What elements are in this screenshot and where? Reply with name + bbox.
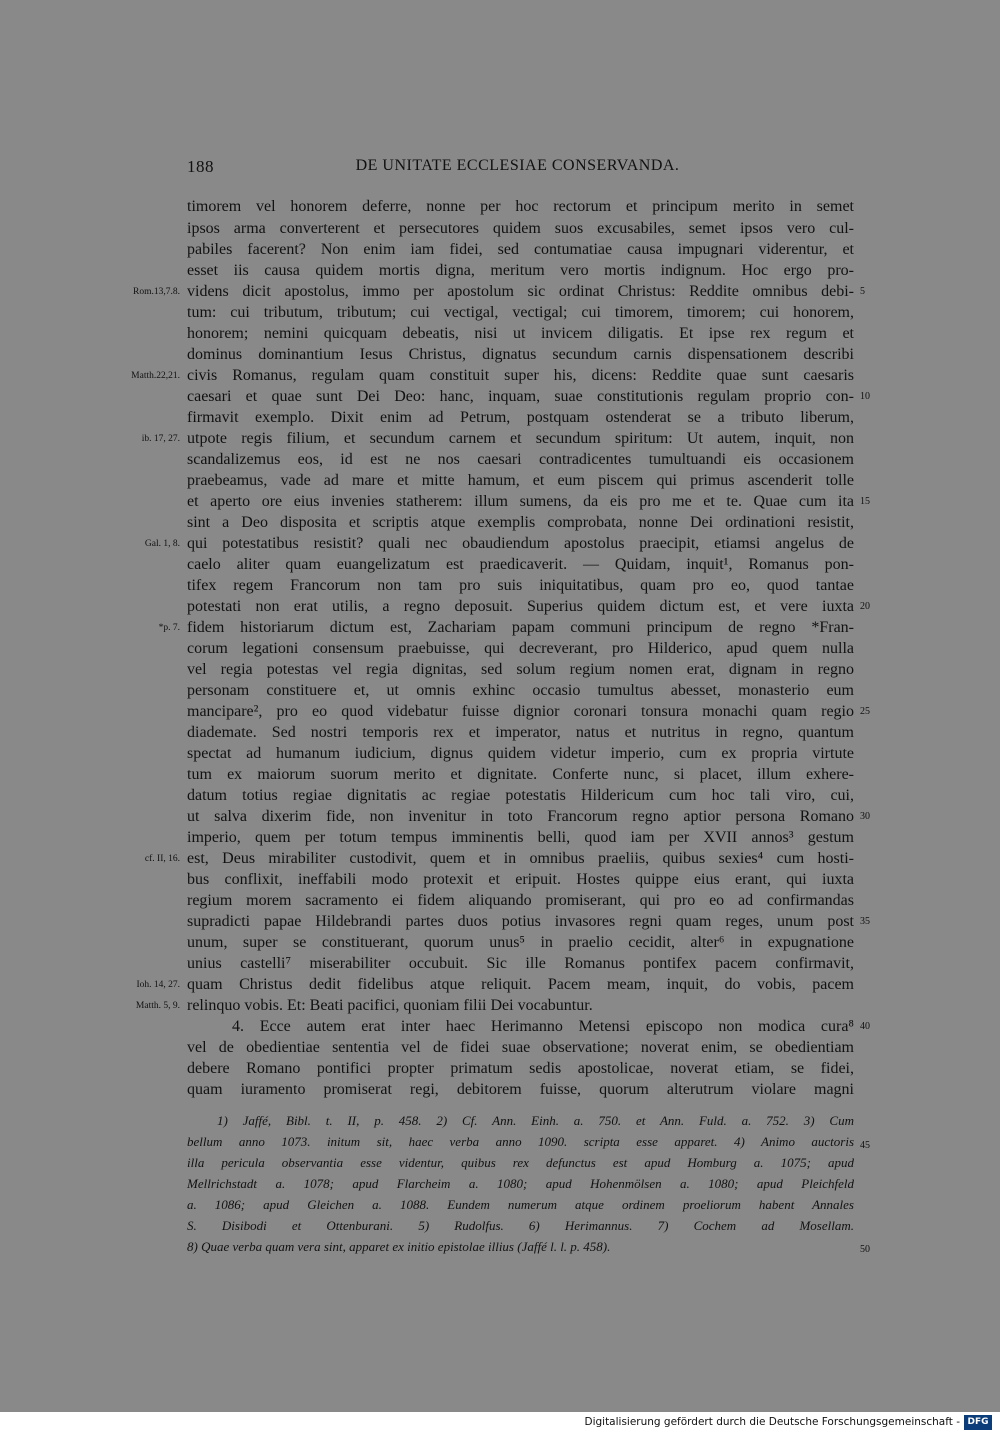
body-line: personam constituere et, ut omnis exhinc occasio tumultus abesset, monasterio eum (187, 682, 854, 699)
body-line: quam iuramento promiserat regi, debitorem fuisse, quorum alterutrum violare magni (187, 1081, 854, 1098)
dfg-logo: DFG (964, 1415, 992, 1430)
body-line: datum totius regiae dignitatis ac regiae potestatis Hildericum cum hoc tali viro, cui, (187, 787, 854, 804)
margin-reference: Rom.13,7.8. (133, 287, 180, 297)
body-line: quam Christus dedit fidelibus atque reliquit. Pacem meam, inquit, do vobis, pacem (187, 976, 854, 993)
margin-reference: cf. II, 16. (144, 854, 180, 864)
body-line: honorem; nemini quicquam debeatis, nisi ut invicem diligatis. Et ipse rex regum et (187, 325, 854, 342)
body-line: scandalizemus eos, id est ne nos caesari contradicentes tumultuandi eis occasionem (187, 451, 854, 468)
line-number: 10 (860, 391, 870, 402)
line-number: 25 (860, 706, 870, 717)
body-line: tum: cui tributum, tributum; cui vectigal, vectigal; cui timorem, timorem; cui honorem, (187, 304, 854, 321)
body-line: et aperto ore eius invenies statherem: illum sumens, da eis pro me et te. Quae cum ita (187, 493, 854, 510)
line-number: 45 (860, 1140, 870, 1151)
body-line: caelo aliter quam euangelizatum est praedicaverit. — Quidam, inquit¹, Romanus pon- (187, 556, 854, 573)
footnote-line: a. 1086; apud Gleichen a. 1088. Eundem numerum atque ordinem proeliorum habent Annales (187, 1197, 854, 1212)
margin-reference: Ioh. 14, 27. (136, 980, 180, 990)
body-line: videns dicit apostolus, immo per apostolum sic ordinat Christus: Reddite omnibus debi- (187, 283, 854, 300)
body-line: esset iis causa quidem mortis digna, meritum vero mortis indignum. Hoc ergo pro- (187, 262, 854, 279)
line-number: 5 (860, 286, 865, 297)
body-line: vel de obedientiae sententia vel de fidei suae observatione; noverat enim, se obedientiam (187, 1039, 854, 1056)
digitization-credit-bar (0, 1412, 1000, 1434)
body-line: debere Romano pontifici propter primatum sedis apostolicae, noverat etiam, se fidei, (187, 1060, 854, 1077)
body-line: imperio, quem per totum tempus imminentis belli, quod iam per XVII annos³ gestum (187, 829, 854, 846)
margin-reference: *p. 7. (158, 623, 180, 633)
body-line: potestati non erat utilis, a regno deposuit. Superius quidem dictum est, et vere iuxta (187, 598, 854, 615)
body-line: dominus dominantium Iesus Christus, dignatus secundum carnis dispensationem describi (187, 346, 854, 363)
line-number: 15 (860, 496, 870, 507)
body-line: corum legationi consensum praebuisse, qui decreverant, pro Hilderico, apud quem nulla (187, 640, 854, 657)
body-line: vel regia potestas vel regia dignitas, sed solum regium nomen erat, dignam in regno (187, 661, 854, 678)
body-line: ipsos arma converterent et persecutores quidem suos excusabiles, semet ipsos vero cul- (187, 220, 854, 237)
body-line: mancipare², pro eo quod videbatur fuisse dignior coronari tonsura monachi quam regio (187, 703, 854, 720)
page-number: 188 (187, 157, 214, 176)
body-line: est, Deus mirabiliter custodivit, quem et in omnibus praeliis, quibus sexies⁴ cum hosti- (187, 850, 854, 867)
line-number: 40 (860, 1021, 870, 1032)
body-line: fidem historiarum dictum est, Zachariam papam communi principum de regno *Fran- (187, 619, 854, 636)
body-line: supradicti papae Hildebrandi partes duos potius invasores regni quam reges, unum post (187, 913, 854, 930)
line-number: 35 (860, 916, 870, 927)
body-line: bus conflixit, ineffabili modo protexit et eripuit. Hostes quippe eius erant, qui iuxta (187, 871, 854, 888)
body-line: spectat ad humanum iudicium, dignus quidem videtur imperio, cum ex propria virtute (187, 745, 854, 762)
body-line: diademate. Sed nostri temporis rex et imperator, natus et nutritus in regno, quantum (187, 724, 854, 741)
margin-reference: Matth. 5, 9. (135, 1001, 180, 1011)
body-line: relinquo vobis. Et: Beati pacifici, quoniam filii Dei vocabuntur. (187, 997, 593, 1014)
line-number: 30 (860, 811, 870, 822)
body-line: utpote regis filium, et secundum carnem et secundum spiritum: Ut autem, inquit, non (187, 430, 854, 447)
footnote-line: 1) Jaffé, Bibl. t. II, p. 458. 2) Cf. Ann. Einh. a. 750. et Ann. Fuld. a. 752. 3) Cum (217, 1113, 854, 1128)
footnote-line: illa pericula observantia esse videntur, quibus rex defunctus est apud Homburg a. 1075; apud (187, 1155, 854, 1170)
body-line: pabiles facerent? Non enim iam fidei, sed contumatiae causa impugnari viderentur, et (187, 241, 854, 258)
footnote-line: bellum anno 1073. initum sit, haec verba anno 1090. scripta esse apparet. 4) Animo auctoris (187, 1134, 854, 1149)
body-line: tifex regem Francorum non tam pro suis iniquitatibus, quam pro eo, quod tantae (187, 577, 854, 594)
footnote-line: S. Disibodi et Ottenburani. 5) Rudolfus. 6) Herimannus. 7) Cochem ad Mosellam. (187, 1218, 854, 1233)
body-line: caesari et quae sunt Dei Deo: hanc, inquam, suae constitutionis regulam proprio con- (187, 388, 854, 405)
margin-reference: ib. 17, 27. (141, 434, 180, 444)
body-line: unum, super se constituerant, quorum unus⁵ in praelio cecidit, alter⁶ in expugnatione (187, 934, 854, 951)
line-number: 20 (860, 601, 870, 612)
body-line: sint a Deo disposita et scriptis atque exemplis comprobata, nonne Dei ordinationi resistit, (187, 514, 854, 531)
body-line: regium morem sacramento ei fidem aliquando promiserant, qui pro eo ad confirmandas (187, 892, 854, 909)
body-line: qui potestatibus resistit? quali nec obaudiendum apostolus praecipit, etiamsi angelus de (187, 535, 854, 552)
margin-reference: Matth.22,21. (131, 371, 180, 381)
credit-text: Digitalisierung gefördert durch die Deutsche Forschungsgemeinschaft - (584, 1416, 960, 1428)
footnote-line: 8) Quae verba quam vera sint, apparet ex initio epistolae illius (Jaffé l. l. p. 458). (187, 1239, 611, 1254)
body-line: timorem vel honorem deferre, nonne per hoc rectorum et principum merito in semet (187, 198, 854, 215)
line-number: 50 (860, 1244, 870, 1255)
paragraph-start-line: 4. Ecce autem erat inter haec Herimanno Metensi episcopo non modica cura⁸ (232, 1018, 854, 1035)
footnote-line: Mellrichstadt a. 1078; apud Flarcheim a. 1080; apud Hohenmölsen a. 1080; apud Pleichfeld (187, 1176, 854, 1191)
body-line: ut salva dixerim fide, non invenitur in toto Francorum regno aptior persona Romano (187, 808, 854, 825)
margin-reference: Gal. 1, 8. (144, 539, 180, 549)
body-line: civis Romanus, regulam quam constituit super his, dicens: Reddite quae sunt caesaris (187, 367, 854, 384)
body-line: tum ex maiorum suorum merito et dignitate. Conferte nunc, si placet, illum exhere- (187, 766, 854, 783)
body-line: unius castelli⁷ miserabiliter occubuit. Sic ille Romanus pontifex pacem confirmavit, (187, 955, 854, 972)
body-line: firmavit exemplo. Dixit enim ad Petrum, postquam ostenderat se a tributo liberum, (187, 409, 854, 426)
body-line: praebeamus, vade ad mare et mitte hamum, et eum piscem qui primus ascenderit tolle (187, 472, 854, 489)
running-title: DE UNITATE ECCLESIAE CONSERVANDA. (355, 157, 680, 174)
